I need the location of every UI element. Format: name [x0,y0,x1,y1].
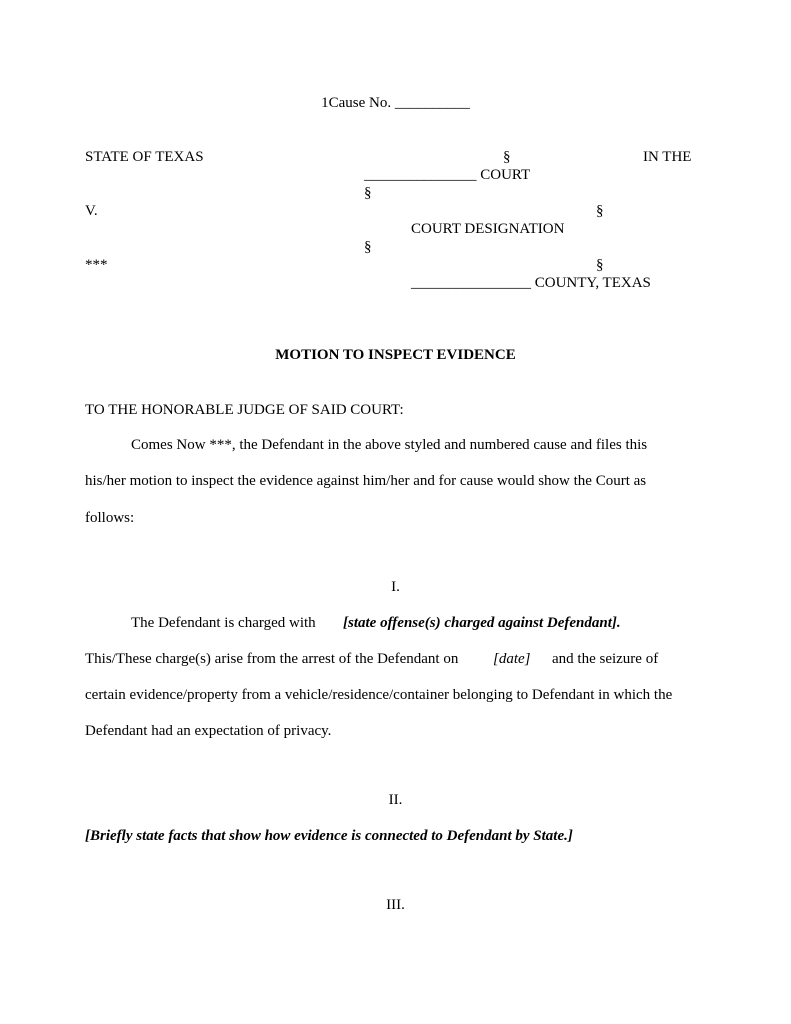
date-placeholder: [date] [493,651,531,667]
section-numeral-i: I. [391,579,400,595]
intro-line: Comes Now ***, the Defendant in the above styled and numbered cause and files this [131,437,648,453]
section-i-line: The Defendant is charged with [131,615,316,631]
caption-section-symbol: § [503,149,511,165]
caption-versus: V. [85,203,98,219]
section-i-line: certain evidence/property from a vehicle/residence/container belonging to Defendant in which the [85,687,673,703]
caption-county-line: ________________ COUNTY, TEXAS [411,275,651,291]
salutation: TO THE HONORABLE JUDGE OF SAID COURT: [85,402,404,418]
caption-court-designation: COURT DESIGNATION [411,221,565,237]
section-numeral-ii: II. [388,792,403,808]
caption-section-symbol: § [596,257,604,273]
section-i-line: and the seizure of [552,651,659,667]
section-i-line: This/These charge(s) arise from the arrest of the Defendant on [85,651,459,667]
caption-defendant-placeholder: *** [85,257,108,273]
caption-section-symbol: § [364,185,372,201]
caption-court-line: _______________ COURT [364,167,531,183]
cause-number: 1Cause No. __________ [321,95,470,111]
caption-section-symbol: § [596,203,604,219]
section-numeral-iii: III. [386,897,405,913]
caption-state-of-texas: STATE OF TEXAS [85,149,204,165]
document-title: MOTION TO INSPECT EVIDENCE [275,347,516,363]
intro-line: follows: [85,510,135,526]
intro-line: his/her motion to inspect the evidence against him/her and for cause would show the Court as [85,473,647,489]
caption-in-the: IN THE [643,149,692,165]
facts-placeholder: [Briefly state facts that show how evidence is connected to Defendant by State.] [85,828,573,844]
section-i-line: Defendant had an expectation of privacy. [85,723,332,739]
caption-section-symbol: § [364,239,372,255]
offense-placeholder: [state offense(s) charged against Defendant]. [343,615,621,631]
